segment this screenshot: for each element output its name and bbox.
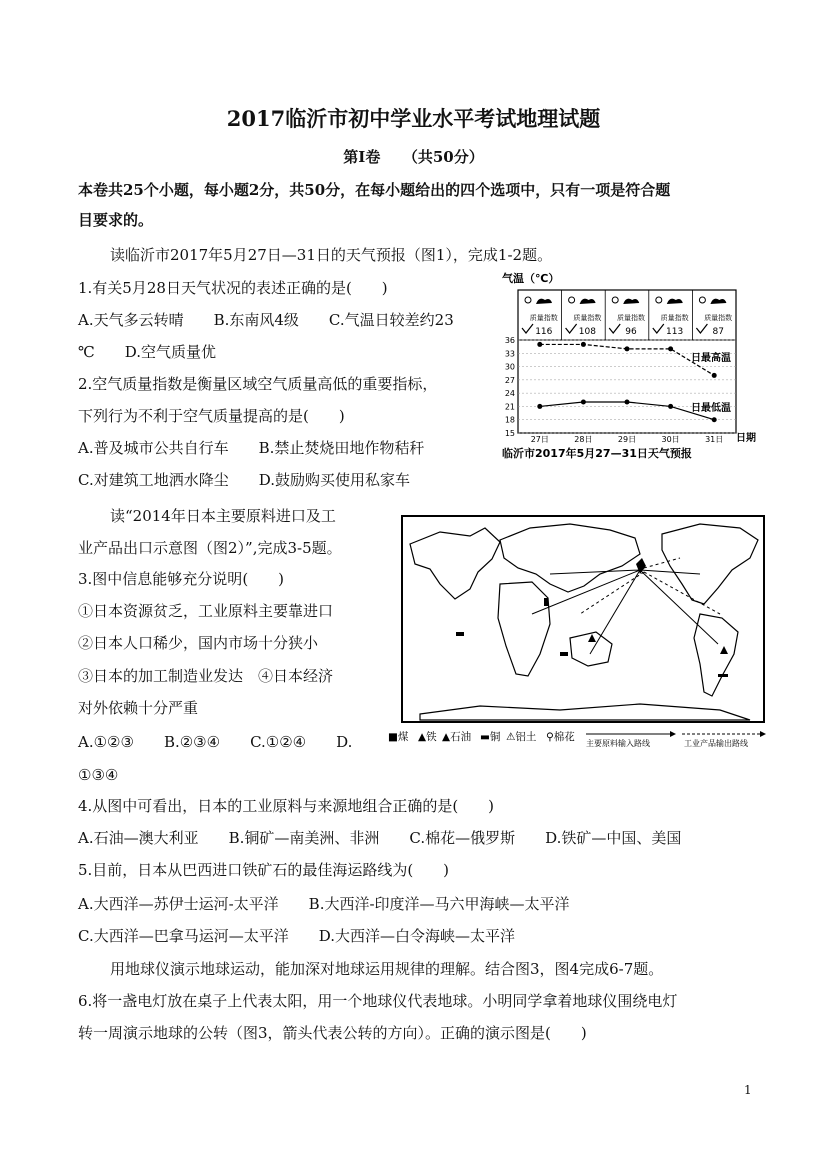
- aqi-label: 质量指数: [704, 314, 733, 322]
- aqi-value: 96: [625, 327, 637, 337]
- intro-japan-1: 读“2014年日本主要原料进口及工: [110, 507, 336, 525]
- q3-options-2: ①③④: [78, 766, 119, 784]
- point-high: [581, 342, 586, 347]
- aqi-label: 质量指数: [617, 314, 645, 322]
- q2-stem-1: 2.空气质量指数是衡量区域空气质量高低的重要指标，: [78, 375, 438, 393]
- q6-stem-1: 6.将一盏电灯放在桌子上代表太阳，用一个地球仪代表地球。小明同学拿着地球仪围绕电灯: [78, 992, 678, 1010]
- page-number: 1: [744, 1083, 752, 1097]
- intro-japan-2: 业产品出口示意图（图2）”,完成3-5题。: [78, 539, 342, 557]
- series-label-low: 日最低温: [691, 403, 731, 414]
- q4-options: A.石油—澳大利亚 B.铜矿—南美洲、非洲 C.棉花—俄罗斯 D.铁矿—中国、美国: [78, 829, 682, 847]
- x-tick-label: 30日: [661, 435, 680, 444]
- y-axis-label: 气温（℃）: [502, 272, 560, 285]
- q1-stem: 1.有关5月28日天气状况的表述正确的是( ): [78, 279, 388, 297]
- point-low: [537, 404, 542, 409]
- intro-globe: 用地球仪演示地球运动，能加深对地球运用规律的理解。结合图3，图4完成6-7题。: [110, 960, 664, 978]
- legend-coal: ■煤: [388, 731, 409, 743]
- instructions-line2: 目要求的。: [78, 211, 154, 229]
- point-high: [668, 346, 673, 351]
- legend-oil: ▲石油: [442, 731, 472, 743]
- coal-marker: [456, 632, 464, 636]
- weather-forecast-chart: [498, 268, 768, 462]
- q6-stem-2: 转一周演示地球的公转（图3，箭头代表公转的方向）。正确的演示图是( ): [78, 1024, 587, 1042]
- y-tick-label: 15: [504, 429, 515, 438]
- q3-statement-2: ②日本人口稀少，国内市场十分狭小: [78, 634, 319, 652]
- y-tick-label: 21: [504, 402, 515, 412]
- legend-bauxite: ⚠铝土: [506, 731, 537, 743]
- x-tick-label: 29日: [617, 435, 637, 444]
- aqi-value: 116: [535, 327, 553, 337]
- point-low: [712, 417, 717, 422]
- q5-stem: 5.目前，日本从巴西进口铁矿石的最佳海运路线为( ): [78, 861, 450, 879]
- q4-stem: 4.从图中可看出，日本的工业原料与来源地组合正确的是( ): [78, 797, 495, 815]
- oil-marker: [544, 598, 548, 606]
- intro-weather: 读临沂市2017年5月27日—31日的天气预报（图1），完成1-2题。: [110, 246, 553, 264]
- q3-options-1: A.①②③ B.②③④ C.①②④ D.: [78, 733, 353, 751]
- aqi-value: 87: [712, 327, 724, 337]
- aqi-value: 108: [578, 327, 596, 337]
- y-tick-label: 18: [504, 415, 515, 425]
- x-axis-label: 日期: [736, 433, 756, 444]
- y-tick-label: 30: [504, 362, 515, 372]
- q5-options-1: A.大西洋—苏伊士运河-太平洋 B.大西洋-印度洋—马六甲海峡—太平洋: [78, 895, 570, 913]
- q3-stem: 3.图中信息能够充分说明( ): [78, 570, 285, 588]
- y-tick-label: 33: [504, 349, 515, 359]
- aqi-label: 质量指数: [573, 314, 602, 322]
- japan-trade-map: [388, 514, 768, 754]
- legend-iron: ▲铁: [418, 731, 437, 743]
- section-subtitle: 第Ⅰ卷 （共50分）: [343, 148, 484, 166]
- y-tick-label: 27: [504, 375, 515, 385]
- y-tick-label: 24: [504, 389, 515, 399]
- legend-copper: ▬铜: [480, 731, 501, 743]
- point-high: [537, 342, 542, 347]
- q1-options-2: ℃ D.空气质量优: [78, 343, 217, 361]
- q2-stem-2: 下列行为不利于空气质量提高的是( ): [78, 407, 345, 425]
- point-low: [581, 400, 586, 405]
- point-low: [625, 400, 630, 405]
- x-tick-label: 31日: [705, 435, 724, 444]
- q1-options-1: A.天气多云转晴 B.东南风4级 C.气温日较差约23: [78, 311, 454, 329]
- q2-options-1: A.普及城市公共自行车 B.禁止焚烧田地作物秸秆: [78, 439, 425, 457]
- aqi-label: 质量指数: [529, 314, 558, 322]
- q2-options-2: C.对建筑工地洒水降尘 D.鼓励购买使用私家车: [78, 471, 410, 489]
- point-high: [625, 346, 630, 351]
- legend-cotton: ⚲棉花: [546, 731, 575, 743]
- q3-statement-4: 对外依赖十分严重: [78, 699, 199, 717]
- point-low: [668, 404, 673, 409]
- x-tick-label: 27日: [530, 435, 549, 444]
- aqi-label: 质量指数: [660, 314, 689, 322]
- q5-options-2: C.大西洋—巴拿马运河—太平洋 D.大西洋—白令海峡—太平洋: [78, 927, 515, 945]
- q3-statement-1: ①日本资源贫乏，工业原料主要靠进口: [78, 602, 334, 620]
- legend-export-label: 工业产品输出路线: [684, 739, 748, 748]
- series-label-high: 日最高温: [691, 353, 731, 364]
- point-high: [712, 373, 717, 378]
- legend-import-label: 主要原料输入路线: [586, 739, 650, 748]
- copper-marker: [718, 674, 728, 677]
- coal-marker: [560, 652, 568, 656]
- page-title: 2017临沂市初中学业水平考试地理试题: [226, 106, 601, 131]
- q3-statement-3: ③日本的加工制造业发达 ④日本经济: [78, 667, 334, 685]
- x-tick-label: 28日: [574, 435, 593, 444]
- y-tick-label: 36: [504, 336, 515, 345]
- chart-title: 临沂市2017年5月27—31日天气预报: [502, 447, 692, 460]
- aqi-value: 113: [666, 327, 684, 337]
- instructions-line1: 本卷共25个小题，每小题2分，共50分，在每小题给出的四个选项中，只有一项是符合题: [78, 181, 671, 199]
